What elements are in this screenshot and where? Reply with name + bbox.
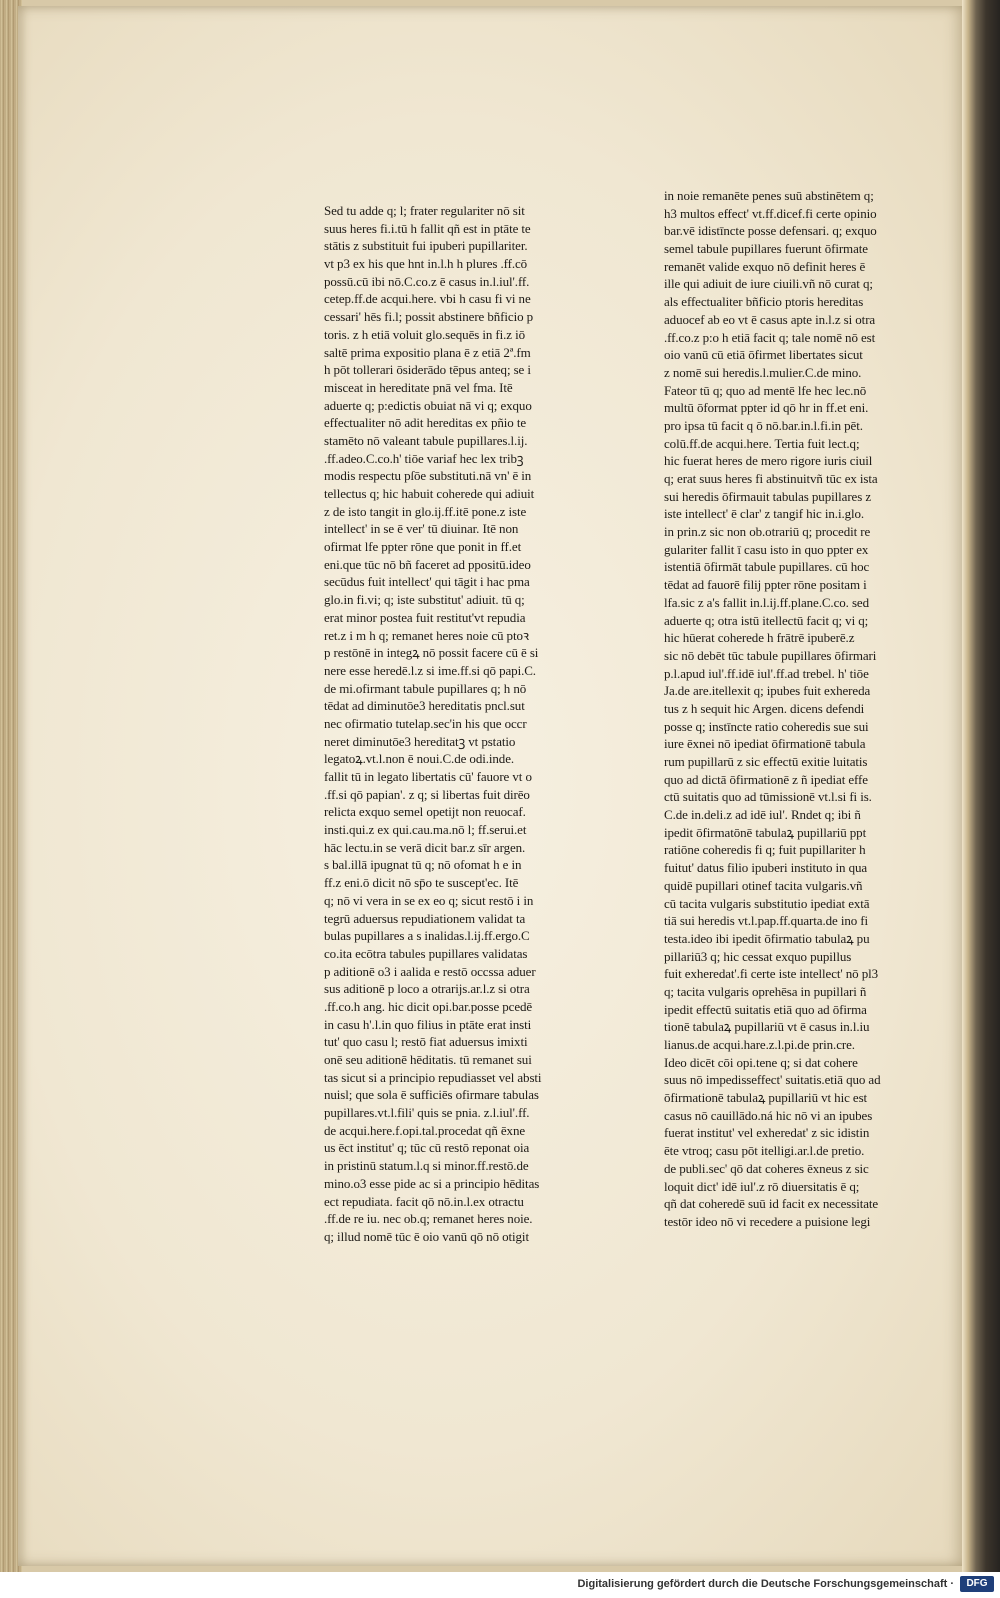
text-line: ratiōne coheredis fi q; fuit pupillariter h (664, 842, 866, 858)
text-line: modis respectu pſōe substituti.nā vn' ē in (324, 468, 532, 484)
text-line: hic fuerat heres de mero rigore iuris ciuil (664, 453, 873, 469)
text-line: fuit exheredat'.fi certe iste intellect' nō pl3 (664, 966, 879, 982)
text-line: possū.cū ibi nō.C.co.z ē casus in.l.iul'.ff. (324, 273, 530, 289)
text-line: saltē prima expositio plana ē z etiā 2ª.fm (324, 344, 531, 360)
text-line: ōfirmationē tabulaꝝ pupillariū vt hic est (664, 1090, 868, 1106)
text-line: z nomē sui heredis.l.mulier.C.de mino. (664, 364, 862, 380)
text-line: tus z h sequit hic Argen. dicens defendi (664, 700, 865, 716)
text-line: testa.ideo ibi ipedit ōfirmatio tabulaꝝ pu (664, 930, 870, 946)
text-line: gulariter fallit ī casu isto in quo ppter ex (664, 541, 869, 557)
text-line: ff.z eni.ō dicit nō sp̄o te suscept'ec. Itē (324, 875, 519, 891)
text-line: iure ēxnei nō ipediat ōfirmationē tabula (664, 736, 866, 752)
text-line: tellectus q; hic habuit coherede qui adiuit (324, 486, 535, 501)
text-line: multū ōformat ppter id qō hr in ff.et eni. (664, 400, 869, 416)
text-line: cessari' hēs fi.l; possit abstinere bñficio p (324, 309, 534, 325)
text-line: bulas pupillares a s inalidas.l.ij.ff.ergo.C (324, 928, 530, 944)
text-line: q; erat suus heres fi abstinuitvñ tūc ex ista (664, 471, 878, 486)
text-line: ret.z i m h q; remanet heres noie cū ptoꝛ (324, 627, 529, 643)
text-line: co.ita ecōtra tabules pupillares validatas (324, 945, 528, 961)
right-text-column (664, 187, 906, 1231)
text-line: nuisl; que sola ē sufficiēs ofirmare tabulas (324, 1087, 539, 1103)
text-line: sui heredis ōfirmauit tabulas pupillares z (664, 488, 871, 504)
text-line: quo ad dictā ōfirmationē z ñ ipediat effe (664, 771, 868, 787)
text-line: suus nō impedisseffect' suitatis.etiā quo ad (664, 1072, 881, 1088)
text-line: colū.ff.de acqui.here. Tertia fuit lect.q; (664, 435, 860, 451)
text-line: erat minor postea fuit restitut'vt repudia (324, 609, 526, 625)
text-line: als effectualiter bñficio ptoris hereditas (664, 294, 864, 310)
left-text-column (324, 202, 564, 1246)
text-line: in pristinū statum.l.q si minor.ff.restō.de (324, 1158, 529, 1174)
text-line: qñ dat coheredē suū id facit ex necessitate (664, 1196, 879, 1212)
text-line: us ēct institut' q; tūc cū restō reponat oia (324, 1140, 530, 1156)
text-line: onē seu aditionē hēditatis. tū remanet sui (324, 1052, 532, 1067)
text-line: q; tacita vulgaris oprehēsa in pupillari ñ (664, 983, 867, 999)
text-line: fuitut' datus filio ipuberi instituto in qua (664, 860, 868, 876)
text-line: h3 multos effect' vt.ff.dicef.fi certe opinio (664, 205, 877, 221)
text-line: ect repudiata. facit qō nō.in.l.ex otractu (324, 1193, 524, 1209)
text-line: tionē tabulaꝝ pupillariū vt ē casus in.l.iu (664, 1019, 870, 1035)
funding-credit: Digitalisierung gefördert durch die Deutsche Forschungsgemeinschaft · (577, 1578, 954, 1590)
text-line: .ff.si qō papian'. z q; si libertas fuit dirēo (324, 786, 530, 802)
text-line: pillariū3 q; hic cessat exquo pupillus (664, 948, 852, 964)
text-line: hic hūerat coherede h frātrē ipuberē.z (664, 630, 855, 646)
text-line: cetep.ff.de acqui.here. vbi h casu fi vi ne (324, 291, 531, 307)
text-line: tegrū aduersus repudiationem validat ta (324, 910, 526, 926)
text-line: ipedit effectū suitatis etiā quo ad ōfirma (664, 1001, 867, 1017)
book-spine-right-edge (962, 0, 1000, 1572)
text-line: nere esse heredē.l.z si ime.ff.si qō papi.C. (324, 662, 536, 678)
dfg-logo: DFG (960, 1576, 994, 1592)
text-line: legatoꝝ.vt.l.non ē noui.C.de odi.inde. (324, 751, 515, 767)
text-line: tēdat ad fauorē filij ppter rōne positam i (664, 577, 867, 593)
text-line: secūdus fuit intellect' qui tāgit i hac pma (324, 574, 530, 590)
text-line: tut' quo casu l; restō fiat aduersus imixti (324, 1034, 528, 1050)
text-line: tēdat ad diminutōe3 hereditatis pncl.sut (324, 698, 525, 714)
text-line: de mi.ofirmant tabule pupillares q; h nō (324, 680, 527, 696)
text-line: fuerat institut' vel exheredat' z sic idistin (664, 1125, 870, 1141)
text-line: nec ofirmatio tutelap.sec'in his que occr (324, 715, 527, 731)
text-line: de publi.sec' qō dat coheres ēxneus z sic (664, 1160, 869, 1176)
text-line: iste intellect' ē clar' z tangif hic in.i.glo. (664, 506, 865, 522)
text-line: posse q; instīncte ratio coheredis sue sui (664, 718, 869, 734)
text-line: ofirmat lfe ppter rōne que ponit in ff.et (324, 539, 522, 555)
text-line: .ff.de re iu. nec ob.q; remanet heres noie. (324, 1211, 533, 1227)
text-line: eni.que tūc nō bñ faceret ad ppositū.ideo (324, 556, 531, 572)
text-line: ille qui adiuit de iure ciuili.vñ nō curat q; (664, 276, 873, 292)
text-line: hāc lectu.in se verā dicit bar.z sīr argen. (324, 839, 526, 855)
text-line: .ff.co.h ang. hic dicit opi.bar.posse pcedē (324, 998, 533, 1014)
text-line: toris. z h etiā voluit glo.sequēs in fi.z iō (324, 326, 526, 342)
text-line: istentiā ōfirmāt tabule pupillares. cū hoc (664, 559, 870, 575)
text-line: Sed tu adde q; l; frater regulariter nō sit (324, 203, 525, 218)
text-line: q; nō vi vera in se ex eo q; sicut restō i in (324, 892, 534, 908)
text-line: stamēto nō valeant tabule pupillares.l.ij. (324, 432, 528, 448)
text-line: aduerte q; otra istū itellectū facit q; vi q; (664, 612, 869, 628)
text-line: lfa.sic z a's fallit in.l.ij.ff.plane.C.co. sed (664, 594, 869, 610)
text-line: p aditionē o3 i aalida e restō occssa aduer (324, 963, 536, 979)
text-line: vt p3 ex his que hnt in.l.h h plures .ff.cō (324, 256, 528, 272)
text-line: mino.o3 esse pide ac si a principio hēditas (324, 1175, 540, 1191)
text-line: in prin.z sic non ob.otrariū q; procedit re (664, 524, 871, 540)
text-line: suus heres fi.i.tū h fallit qñ est in ptāte te (324, 220, 531, 236)
text-line: oio vanū cū etiā ōfirmet libertates sicut (664, 347, 863, 363)
text-line: semel tabule pupillares fuerunt ōfirmate (664, 241, 868, 257)
text-line: misceat in hereditate pnā vel fma. Itē (324, 379, 513, 395)
text-line: z de isto tangit in glo.ij.ff.itē pone.z iste (324, 503, 527, 519)
text-line: in noie remanēte penes suū abstinētem q; (664, 188, 874, 203)
text-line: lianus.de acqui.hare.z.l.pi.de prin.cre. (664, 1037, 855, 1052)
text-line: Fateor tū q; quo ad mentē lfe hec lec.nō (664, 382, 867, 398)
text-line: glo.in fi.vi; q; iste substitut' adiuit. tū q; (324, 592, 525, 608)
text-line: C.de in.deli.z ad idē iul'. Rndet q; ibi ñ (664, 807, 861, 823)
text-line: ctū suitatis quo ad tūmissionē vt.l.si fi is. (664, 789, 872, 805)
text-line: sus aditionē p loco a otrarijs.ar.l.z si otra (324, 981, 530, 997)
text-line: Ideo dicēt cōi opi.tene q; si dat cohere (664, 1054, 858, 1070)
text-line: quidē pupillari otinef tacita vulgaris.vñ (664, 877, 863, 893)
text-line: remanēt valide exquo nō definit heres ē (664, 258, 866, 274)
paper-page (18, 6, 966, 1566)
text-line: aduocef ab eo vt ē casus apte in.l.z si otra (664, 311, 876, 327)
text-line: bar.vē idistīncte posse defensari. q; exquo (664, 223, 877, 239)
text-line: pupillares.vt.l.fili' quis se pnia. z.l.iul'.ff. (324, 1105, 530, 1121)
text-line: de acqui.here.f.opi.tal.procedat qñ ēxne (324, 1122, 526, 1138)
text-line: h pōt tollerari ōsiderādo tēpus anteq; se i (324, 362, 531, 378)
text-line: insti.qui.z ex qui.cau.ma.nō l; ff.serui.et (324, 822, 527, 838)
text-line: stātis z substituit fui ipuberi pupillariter. (324, 238, 528, 254)
text-line: intellect' in se ē ver' tū diuinar. Itē non (324, 521, 519, 537)
text-line: .ff.co.z p:o h etiā facit q; tale nomē nō est (664, 329, 876, 345)
text-line: rum pupillarū z sic effectū exitie luitatis (664, 754, 868, 769)
text-line: cū tacita vulgaris substitutio ipediat extā (664, 895, 870, 911)
text-line: Ja.de are.itellexit q; ipubes fuit exhereda (664, 683, 871, 699)
text-line: s bal.illā ipugnat tū q; nō ofomat h e in (324, 857, 522, 873)
text-line: p.l.apud iul'.ff.idē iul'.ff.ad trebel. h' tiōe (664, 665, 869, 681)
text-line: in casu h'.l.in quo filius in ptāte erat insti (324, 1016, 532, 1032)
text-line: aduerte q; p:edictis obuiat nā vi q; exquo (324, 397, 532, 413)
text-line: p restōnē in integꝝ nō possit facere cū ē si (324, 645, 539, 661)
text-line: casus nō cauillādo.ná hic nō vi an ipubes (664, 1107, 873, 1123)
text-line: pro ipsa tū facit q ō nō.bar.in.l.fi.in pēt. (664, 417, 863, 433)
text-line: relicta exquo semel opetijt non reuocaf. (324, 804, 526, 820)
footer-bar (0, 1572, 1000, 1598)
text-line: ēte vtroq; casu pōt itelligi.ar.l.de pretio. (664, 1143, 865, 1159)
text-line: .ff.adeo.C.co.h' tiōe variaf hec lex tribꝫ (324, 450, 524, 466)
text-line: testōr ideo nō vi recedere a puisione legi (664, 1213, 871, 1229)
text-line: loquit dict' idē iul'.z rō diuersitatis ē q; (664, 1178, 860, 1194)
text-line: neret diminutōe3 hereditatꝫ vt pstatio (324, 733, 516, 749)
text-line: fallit tū in legato libertatis cū' fauore vt o (324, 769, 532, 784)
text-line: tiā sui heredis vt.l.pap.ff.quarta.de ino fi (664, 913, 869, 929)
text-line: q; illud nomē tūc ē oio vanū qō nō otigit (324, 1228, 529, 1244)
text-line: effectualiter nō adit hereditas ex pñio te (324, 415, 527, 431)
text-line: ipedit ōfirmatōnē tabulaꝝ pupillariū ppt (664, 824, 867, 840)
text-line: tas sicut si a principio repudiasset vel absti (324, 1069, 542, 1085)
text-line: sic nō debēt tūc tabule pupillares ōfirmari (664, 647, 877, 663)
